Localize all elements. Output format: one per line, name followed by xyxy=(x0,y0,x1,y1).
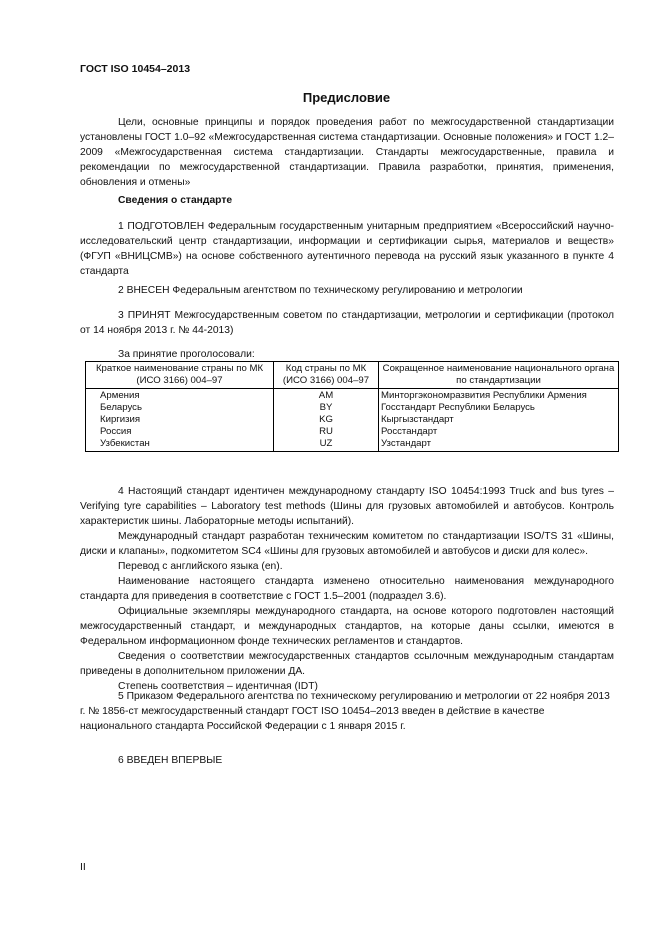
voting-countries-table xyxy=(85,361,619,452)
country-cell xyxy=(86,389,274,452)
item-1-paragraph: 1 ПОДГОТОВЛЕН Федеральным государственным унитарным предприятием «Всероссийский научно-исследовательский центр стандартизации, информации и сертификации сырья, материалов и веществ» (ФГУП «ВНИЦСМВ») на основе собственного аутентичного перевода на русский язык указанного в пункте 4 стандарта xyxy=(80,221,614,277)
code-cell xyxy=(274,389,379,452)
country-name: Киргизия xyxy=(100,414,141,425)
table-header-row xyxy=(86,362,619,389)
country-name: Россия xyxy=(100,426,132,437)
column-header-country: Краткое наименование страны по МК (ИСО 3166) 004–97 xyxy=(86,362,274,389)
country-name: Беларусь xyxy=(100,402,142,413)
item-4-name-change-paragraph: Наименование настоящего стандарта изменено относительно наименования международного стандарта для приведения в соответствие с ГОСТ 1.5–2001 (подраздел 3.6). xyxy=(80,576,614,602)
country-code: BY xyxy=(319,402,333,413)
country-code: AM xyxy=(318,390,334,401)
intro-paragraph: Цели, основные принципы и порядок проведения работ по межгосударственной стандартизации установлены ГОСТ 1.0–92 «Межгосударственная система стандартизации. Основные положения» и ГОСТ 1.2–2009 «Межгосударственная система стандартизации. Стандарты межгосударственные, правила и рекомендации по межгосударственной стандартизации. Правила разработки, принятия, применения, обновления и отмены» xyxy=(80,117,614,188)
country-code: RU xyxy=(319,426,333,437)
column-header-code: Код страны по МК (ИСО 3166) 004–97 xyxy=(274,362,379,389)
table-body-row xyxy=(86,389,619,452)
item-4-block xyxy=(80,484,614,694)
vote-caption: За принятие проголосовали: xyxy=(118,349,255,360)
standard-id-header: ГОСТ ISO 10454–2013 xyxy=(80,63,191,75)
page-number: II xyxy=(80,861,86,873)
country-code: UZ xyxy=(319,438,333,449)
standards-body-name: Минторгэкономразвития Республики Армения xyxy=(381,390,587,401)
country-name: Армения xyxy=(100,390,140,401)
country-code: KG xyxy=(319,414,333,425)
item-3-paragraph: 3 ПРИНЯТ Межгосударственным советом по стандартизации, метрологии и сертификации (протокол от 14 ноября 2013 г. № 44-2013) xyxy=(80,310,614,336)
item-5-paragraph: 5 Приказом Федерального агентства по техническому регулированию и метрологии от 22 ноября 2013 г. № 1856-ст межгосударственный стандарт ГОСТ ISO 10454–2013 введен в действие в качестве национального стандарта Российской Федерации с 1 января 2015 г. xyxy=(80,691,610,732)
country-name: Узбекистан xyxy=(100,438,150,449)
section-heading: Сведения о стандарте xyxy=(118,195,233,206)
standards-body-name: Госстандарт Республики Беларусь xyxy=(381,402,535,413)
item-2-paragraph: 2 ВНЕСЕН Федеральным агентством по техническому регулированию и метрологии xyxy=(118,285,523,296)
page-title: Предисловие xyxy=(302,90,391,105)
item-6-paragraph: 6 ВВЕДЕН ВПЕРВЫЕ xyxy=(118,755,223,766)
item-4-official-copies-paragraph: Официальные экземпляры международного стандарта, на основе которого подготовлен настоящий межгосударственный стандарт, и международных стандартов, на которые даны ссылки, имеются в Федеральном информационном фонде технических регламентов и стандартов. xyxy=(80,606,614,647)
standards-body-name: Росстандарт xyxy=(381,426,438,437)
item-4-correspondence-paragraph: Сведения о соответствии межгосударственных стандартов ссылочным международным стандартам приведены в дополнительном приложении ДА. xyxy=(80,651,614,677)
item-4-degree-paragraph: Степень соответствия – идентичная (IDT) xyxy=(118,681,318,692)
item-4-committee-paragraph: Международный стандарт разработан техническим комитетом по стандартизации ISO/TS 31 «Шины, диски и клапаны», подкомитетом SC4 «Шины для грузовых автомобилей и автобусов и диски для колес». xyxy=(80,531,614,557)
body-cell xyxy=(379,389,619,452)
standards-body-name: Узстандарт xyxy=(381,438,432,449)
item-4-translation-paragraph: Перевод с английского языка (en). xyxy=(118,561,283,572)
standards-body-name: Кыргызстандарт xyxy=(381,414,454,425)
item-4-paragraph: 4 Настоящий стандарт идентичен международному стандарту ISO 10454:1993 Truck and bus tyres – Verifying tyre capabilities – Laboratory test methods (Шины для грузовых автомобилей и автобусов. Контроль характеристик шины. Лабораторные методы испытаний). xyxy=(80,486,614,527)
column-header-body: Сокращенное наименование национального органа по стандартизации xyxy=(379,362,619,389)
